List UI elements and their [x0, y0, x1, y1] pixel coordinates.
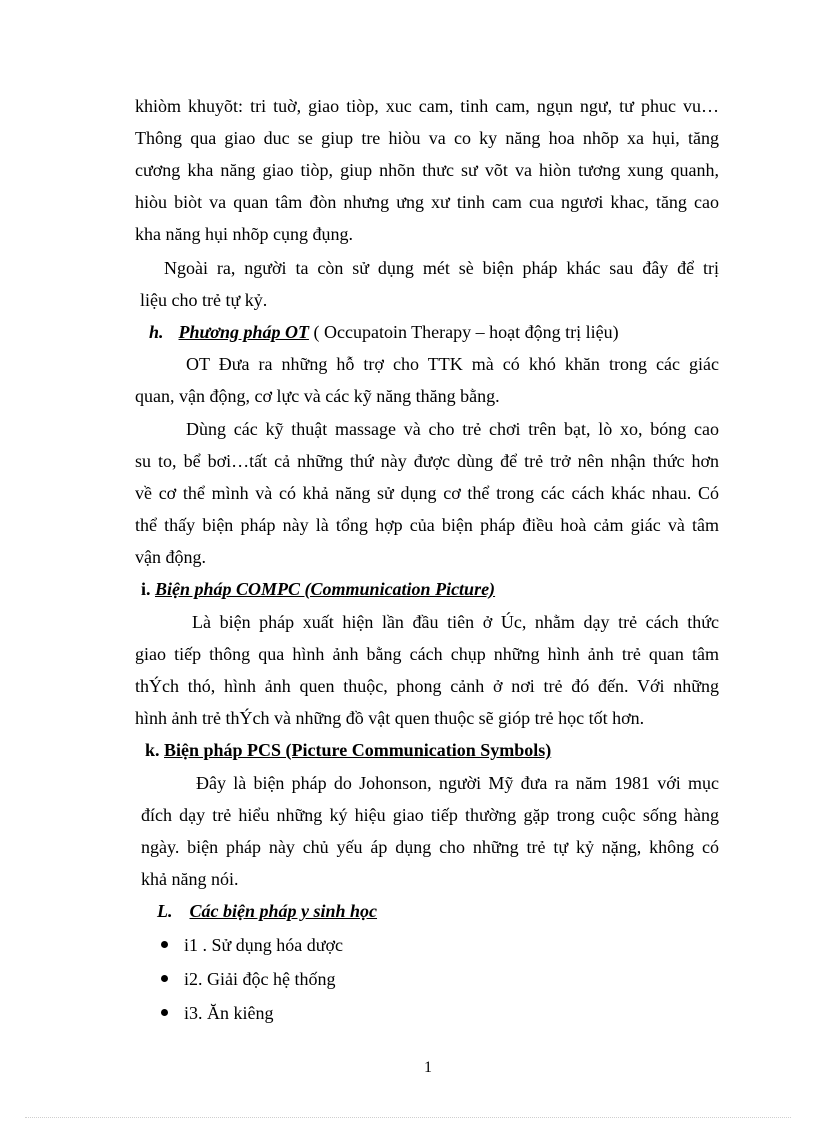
page-number: 1 [424, 1059, 432, 1076]
text-line: ngày. biện pháp này chủ yếu áp dụng cho những trẻ tự kỷ nặng, không có [141, 837, 719, 857]
list-item: i2. Giải độc hệ thống [184, 969, 336, 989]
footer-divider [25, 1117, 791, 1118]
section-heading-k [145, 739, 551, 761]
text-line: hiòu biòt va quan tâm đòn nhưng ưng xư tinh cam cua ngươi khac, tăng cao [135, 192, 719, 212]
bullet-icon [161, 1009, 168, 1016]
text-line: hình ảnh trẻ thÝch và những đồ vật quen thuộc sẽ gióp trẻ học tốt hơn. [135, 708, 645, 728]
heading-title: Các biện pháp y sinh học [189, 901, 378, 921]
text-line: thể thấy biện pháp này là tổng hợp của biện pháp điều hoà cảm giác và tâm [135, 515, 719, 535]
heading-marker: k. [145, 740, 160, 760]
text-line: thÝch thó, hình ảnh quen thuộc, phong cảnh ở nơi trẻ đó đến. Với những [135, 676, 719, 696]
section-heading-i [141, 578, 495, 600]
text-line: khả năng nói. [141, 869, 239, 889]
text-line: giao tiếp thông qua hình ảnh bằng cách chụp những hình ảnh trẻ quan tâm [135, 644, 719, 664]
text-line: liệu cho trẻ tự kỷ. [140, 290, 268, 310]
text-line: su to, bể bơi…tất cả những thứ này được dùng để trẻ trở nên nhận thức hơn [135, 451, 719, 471]
text-line: Ngoài ra, người ta còn sử dụng mét sè biện pháp khác sau đây để trị [164, 258, 719, 278]
bullet-icon [161, 941, 168, 948]
list-item: i1 . Sử dụng hóa dược [184, 935, 344, 955]
text-line: về cơ thể mình và có khả năng sử dụng cơ thể trong các cách khác nhau. Có [135, 483, 719, 503]
heading-title: Phương pháp OT [178, 322, 309, 342]
text-line: đích dạy trẻ hiểu những ký hiệu giao tiếp thường gặp trong cuộc sống hàng [141, 805, 719, 825]
text-line: Đây là biện pháp do Johonson, người Mỹ đưa ra năm 1981 với mục [196, 773, 719, 793]
text-line: Thông qua giao duc se giup tre hiòu va co ky năng hoa nhõp xa hụi, tăng [135, 128, 719, 148]
text-line: OT Đưa ra những hỗ trợ cho TTK mà có khó khăn trong các giác [186, 354, 719, 374]
section-heading-h [149, 321, 619, 343]
text-line: quan, vận động, cơ lực và các kỹ năng thăng bằng. [135, 386, 500, 406]
heading-title: Biện pháp COMPC (Communication Picture) [155, 579, 496, 599]
text-line: Là biện pháp xuất hiện lần đầu tiên ở Úc, nhằm dạy trẻ cách thức [192, 612, 719, 632]
text-line: kha năng hụi nhõp cụng đụng. [135, 224, 353, 244]
text-line: Dùng các kỹ thuật massage và cho trẻ chơi trên bạt, lò xo, bóng cao [186, 419, 719, 439]
text-line: vận động. [135, 547, 206, 567]
text-line: cương kha năng giao tiòp, giup nhõn thưc sư võt va hiòn tương xung quanh, [135, 160, 719, 180]
heading-marker: h. [149, 322, 164, 342]
text-line: khiòm khuyõt: tri tuờ, giao tiòp, xuc cam, tinh cam, ngụn ngư, tư phuc vu… [135, 96, 719, 116]
heading-subtitle: ( Occupatoin Therapy – hoạt động trị liệu) [308, 322, 619, 342]
heading-title: Biện pháp PCS (Picture Communication Symbols) [164, 740, 552, 760]
section-heading-l [157, 900, 377, 922]
list-item: i3. Ăn kiêng [184, 1003, 274, 1023]
heading-marker: i. [141, 579, 151, 599]
bullet-icon [161, 975, 168, 982]
heading-marker: L. [157, 901, 173, 921]
